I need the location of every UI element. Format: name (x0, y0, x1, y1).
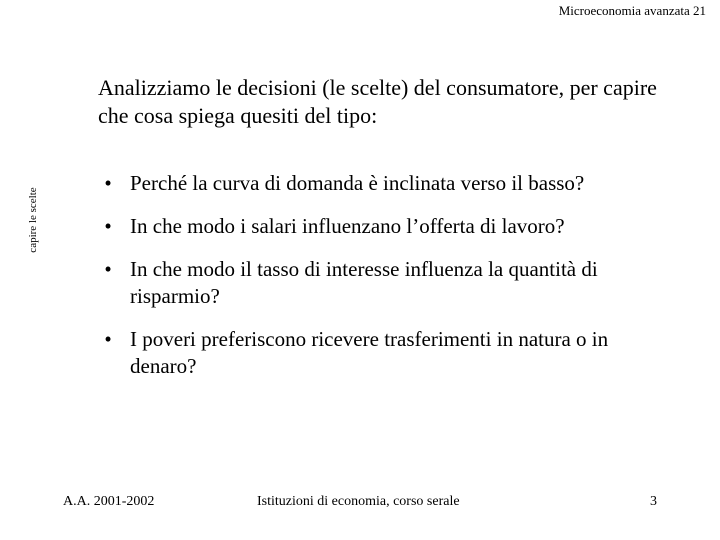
bullet-list (98, 170, 668, 396)
side-section-label: capire le scelte (27, 187, 39, 253)
footer-year: A.A. 2001-2002 (63, 494, 155, 509)
bullet-item (98, 213, 668, 240)
bullet-item (98, 326, 668, 380)
bullet-item (98, 256, 668, 310)
bullet-text: In che modo il tasso di interesse influenza la quantità di risparmio? (130, 257, 598, 308)
bullet-icon: • (104, 171, 112, 195)
bullet-text: Perché la curva di domanda è inclinata verso il basso? (130, 171, 585, 195)
header-course-page: Microeconomia avanzata 21 (558, 3, 706, 18)
bullet-text: In che modo i salari influenzano l’offerta di lavoro? (130, 214, 565, 238)
bullet-icon: • (104, 327, 112, 351)
footer-page-number: 3 (650, 494, 657, 509)
bullet-icon: • (104, 214, 112, 238)
bullet-item (98, 170, 668, 197)
footer-course: Istituzioni di economia, corso serale (257, 494, 460, 509)
intro-text: Analizziamo le decisioni (le scelte) del consumatore, per capire che cosa spiega quesiti del tipo: (98, 75, 657, 128)
bullet-icon: • (104, 257, 112, 281)
bullet-text: I poveri preferiscono ricevere trasferimenti in natura o in denaro? (130, 327, 609, 378)
